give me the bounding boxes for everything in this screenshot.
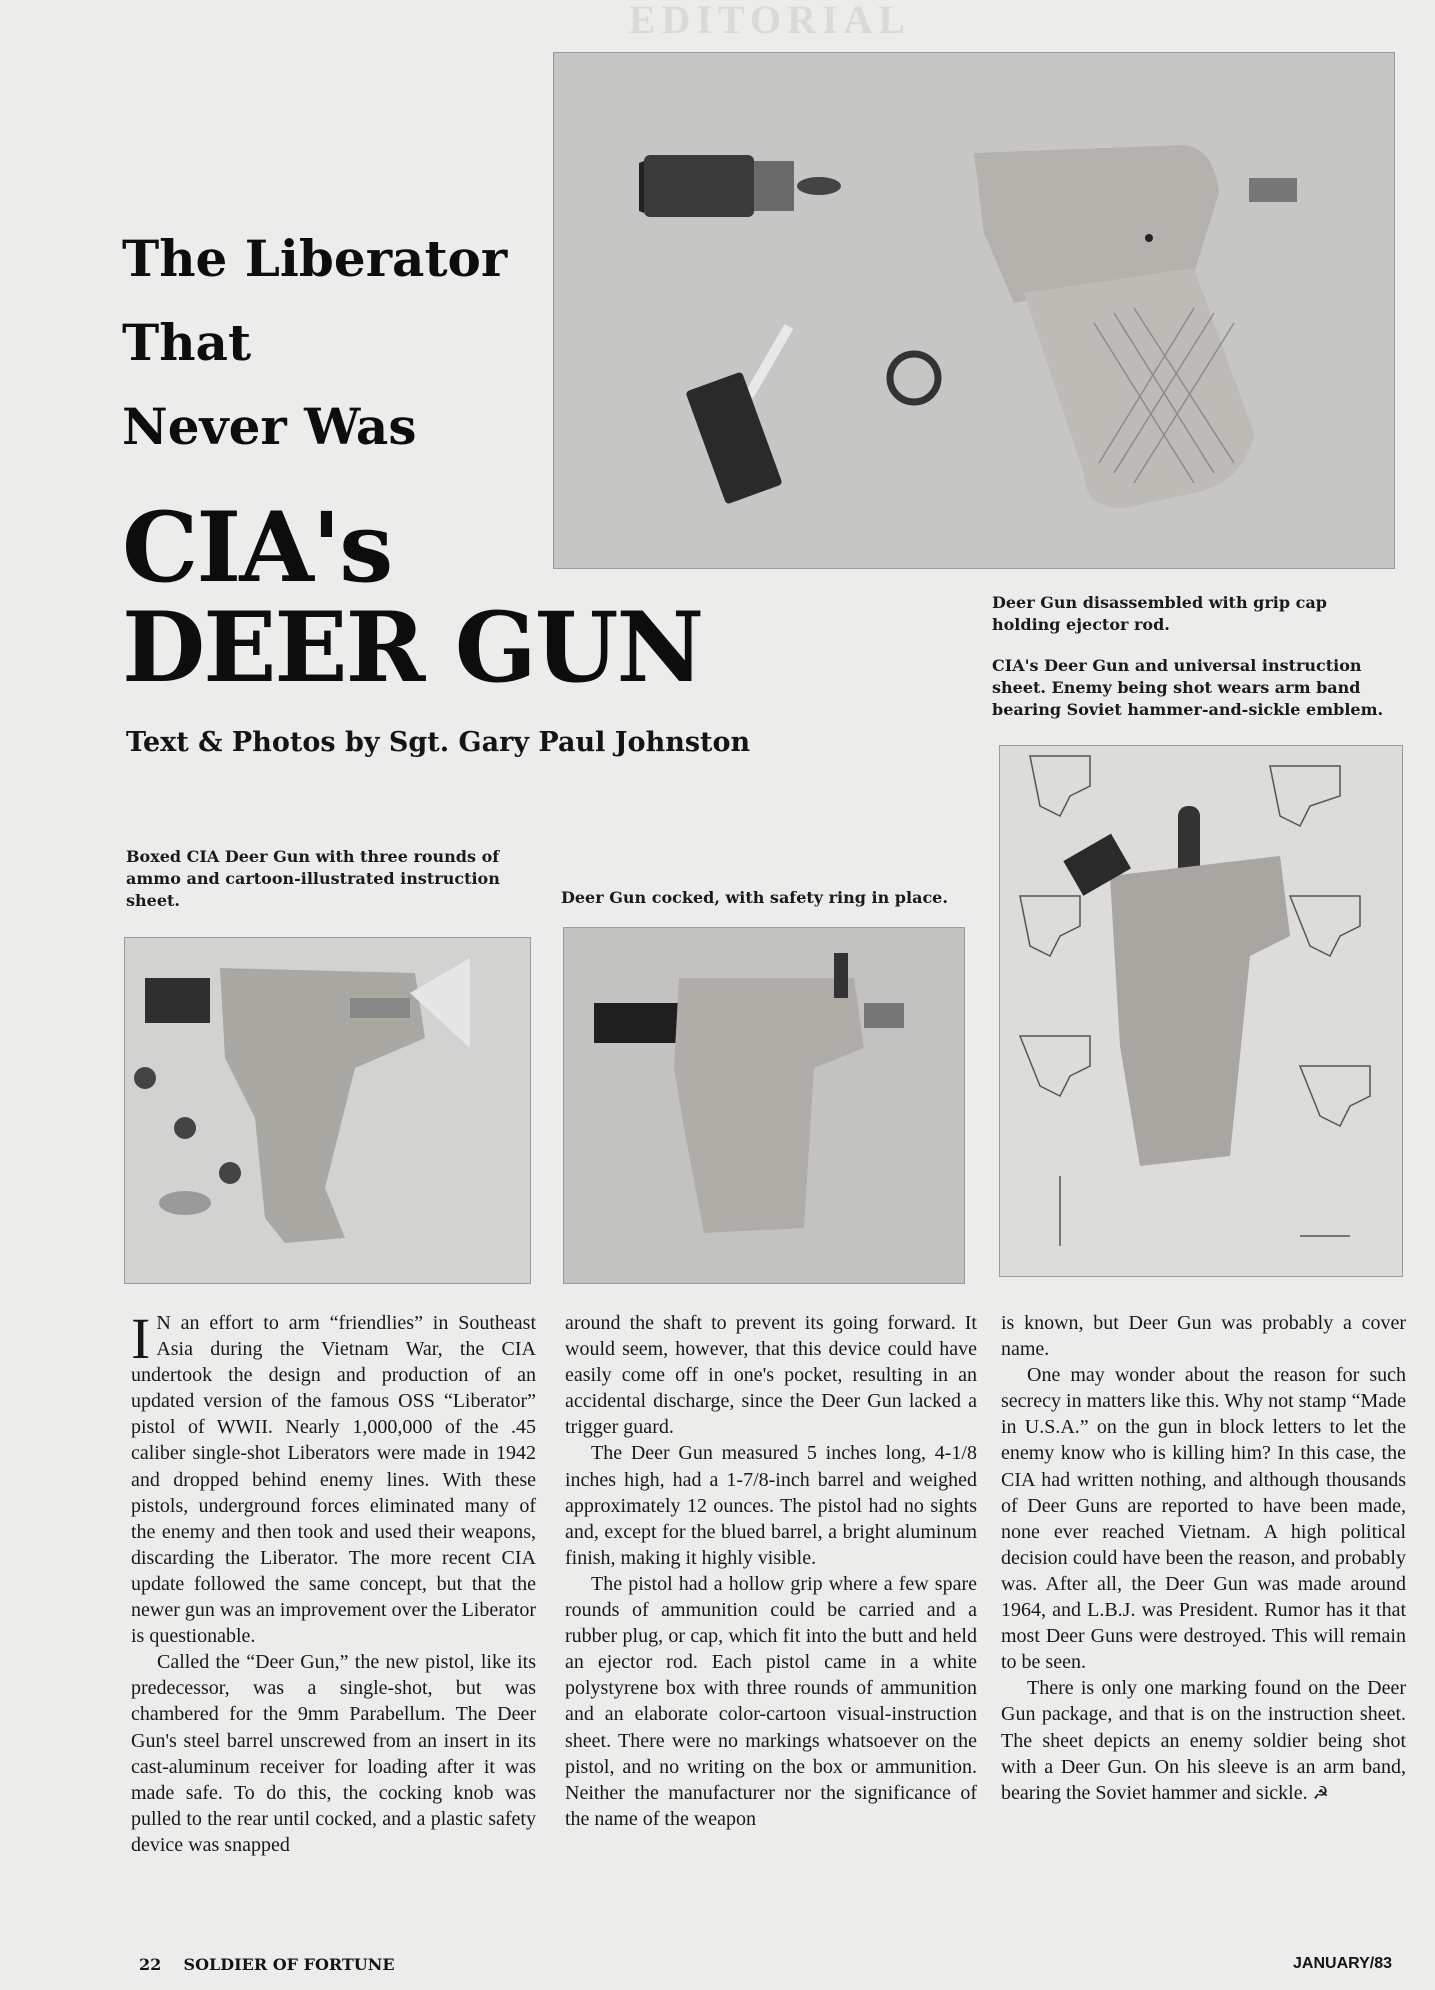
headline-main [122,491,703,704]
paragraph-text: N an effort to arm “friendlies” in Southeast Asia during the Vietnam War, the CIA undertook the design and production of an updated version of the famous OSS “Liberator” pistol of WWII. Nearly 1,000,000 of the .45 caliber single-shot Liberators were made in 1942 and dropped behind enemy lines. With these pistols, underground forces eliminated many of the enemy and then took and used their weapons, discarding the Liberator. The more recent CIA update followed the same concept, but that the newer gun was an improvement over the Liberator is questionable. [131,1312,536,1648]
ghost-header: EDITORIAL [628,0,912,42]
paragraph: is known, but Deer Gun was probably a cover name. [1001,1312,1406,1361]
drop-cap: I [131,1306,151,1371]
paragraph: Called the “Deer Gun,” the new pistol, like its predecessor, was a single-shot, but was chambered for the 9mm Parabellum. The Deer Gun's steel barrel unscrewed from an insert in its cast-aluminum receiver for loading after it was made safe. To do this, the cocking knob was pulled to the rear until cocked, and a plastic safety device was snapped [131,1651,536,1856]
body-column-1 [131,1306,536,1858]
caption-instruction-photo: CIA's Deer Gun and universal instruction sheet. Enemy being shot wears arm band bearing Soviet hammer-and-sickle emblem. [992,656,1384,719]
headline-kicker-line: That [122,313,252,372]
paragraph [131,1306,536,1649]
paragraph: around the shaft to prevent its going forward. It would seem, however, that this device could have easily come off in one's pocket, resulting in an accidental discharge, since the Deer Gun lacked a trigger guard. [565,1312,977,1439]
photo-cocked-gun [563,927,965,1284]
headline-main-line: DEER GUN [122,591,703,704]
end-mark-icon: ☭ [1312,1782,1329,1803]
magazine-name: SOLDIER OF FORTUNE [183,1955,395,1974]
paragraph: One may wonder about the reason for such secrecy in matters like this. Why not stamp “Made in U.S.A.” on the gun in block letters to let the enemy know who is killing him? In this case, the CIA had written nothing, and although thousands of Deer Guns are reported to have been made, none ever reached Vietnam. A high political decision could have been the reason, and probably was. After all, the Deer Gun was made around 1964, and L.B.J. was President. Rumor has it that most Deer Guns were destroyed. This will remain to be seen. [1001,1364,1406,1674]
page-number: 22 [139,1955,162,1974]
body-column-3 [1001,1310,1406,1806]
photo-instruction-sheet [999,745,1403,1277]
paragraph [1001,1675,1406,1805]
paragraph-text: There is only one marking found on the Deer Gun package, and that is on the instruction sheet. The sheet depicts an enemy soldier being shot with a Deer Gun. On his sleeve is an arm band, bearing the Soviet hammer and sickle. [1001,1677,1406,1804]
headline-main-line: CIA's [122,491,392,604]
photo-disassembled-gun [553,52,1395,569]
byline: Text & Photos by Sgt. Gary Paul Johnston [126,727,751,758]
body-column-2 [565,1310,977,1832]
folio-left [139,1955,395,1974]
paragraph: The Deer Gun measured 5 inches long, 4-1/8 inches high, had a 1-7/8-inch barrel and weighed approximately 12 ounces. The pistol had no sights and, except for the blued barrel, a bright aluminum finish, making it highly visible. [565,1442,977,1569]
caption-boxed-photo: Boxed CIA Deer Gun with three rounds of ammo and cartoon-illustrated instruction sheet. [126,847,500,910]
photo-boxed-gun [124,937,531,1284]
headline-kicker [122,217,507,469]
paragraph: The pistol had a hollow grip where a few spare rounds of ammunition could be carried and a rubber plug, or cap, which fit into the butt and held an ejector rod. Each pistol came in a white polystyrene box with three rounds of ammunition and an elaborate color-cartoon visual-instruction sheet. There were no markings whatsoever on the pistol, and no writing on the box or ammunition. Neither the manufacturer nor the significance of the name of the weapon [565,1572,977,1830]
caption-cocked-photo: Deer Gun cocked, with safety ring in place. [561,888,948,907]
folio-right: JANUARY/83 [1293,1955,1392,1972]
headline-kicker-line: The Liberator [122,229,508,288]
headline-kicker-line: Never Was [122,397,417,456]
caption-top-photo: Deer Gun disassembled with grip cap holding ejector rod. [992,593,1327,634]
